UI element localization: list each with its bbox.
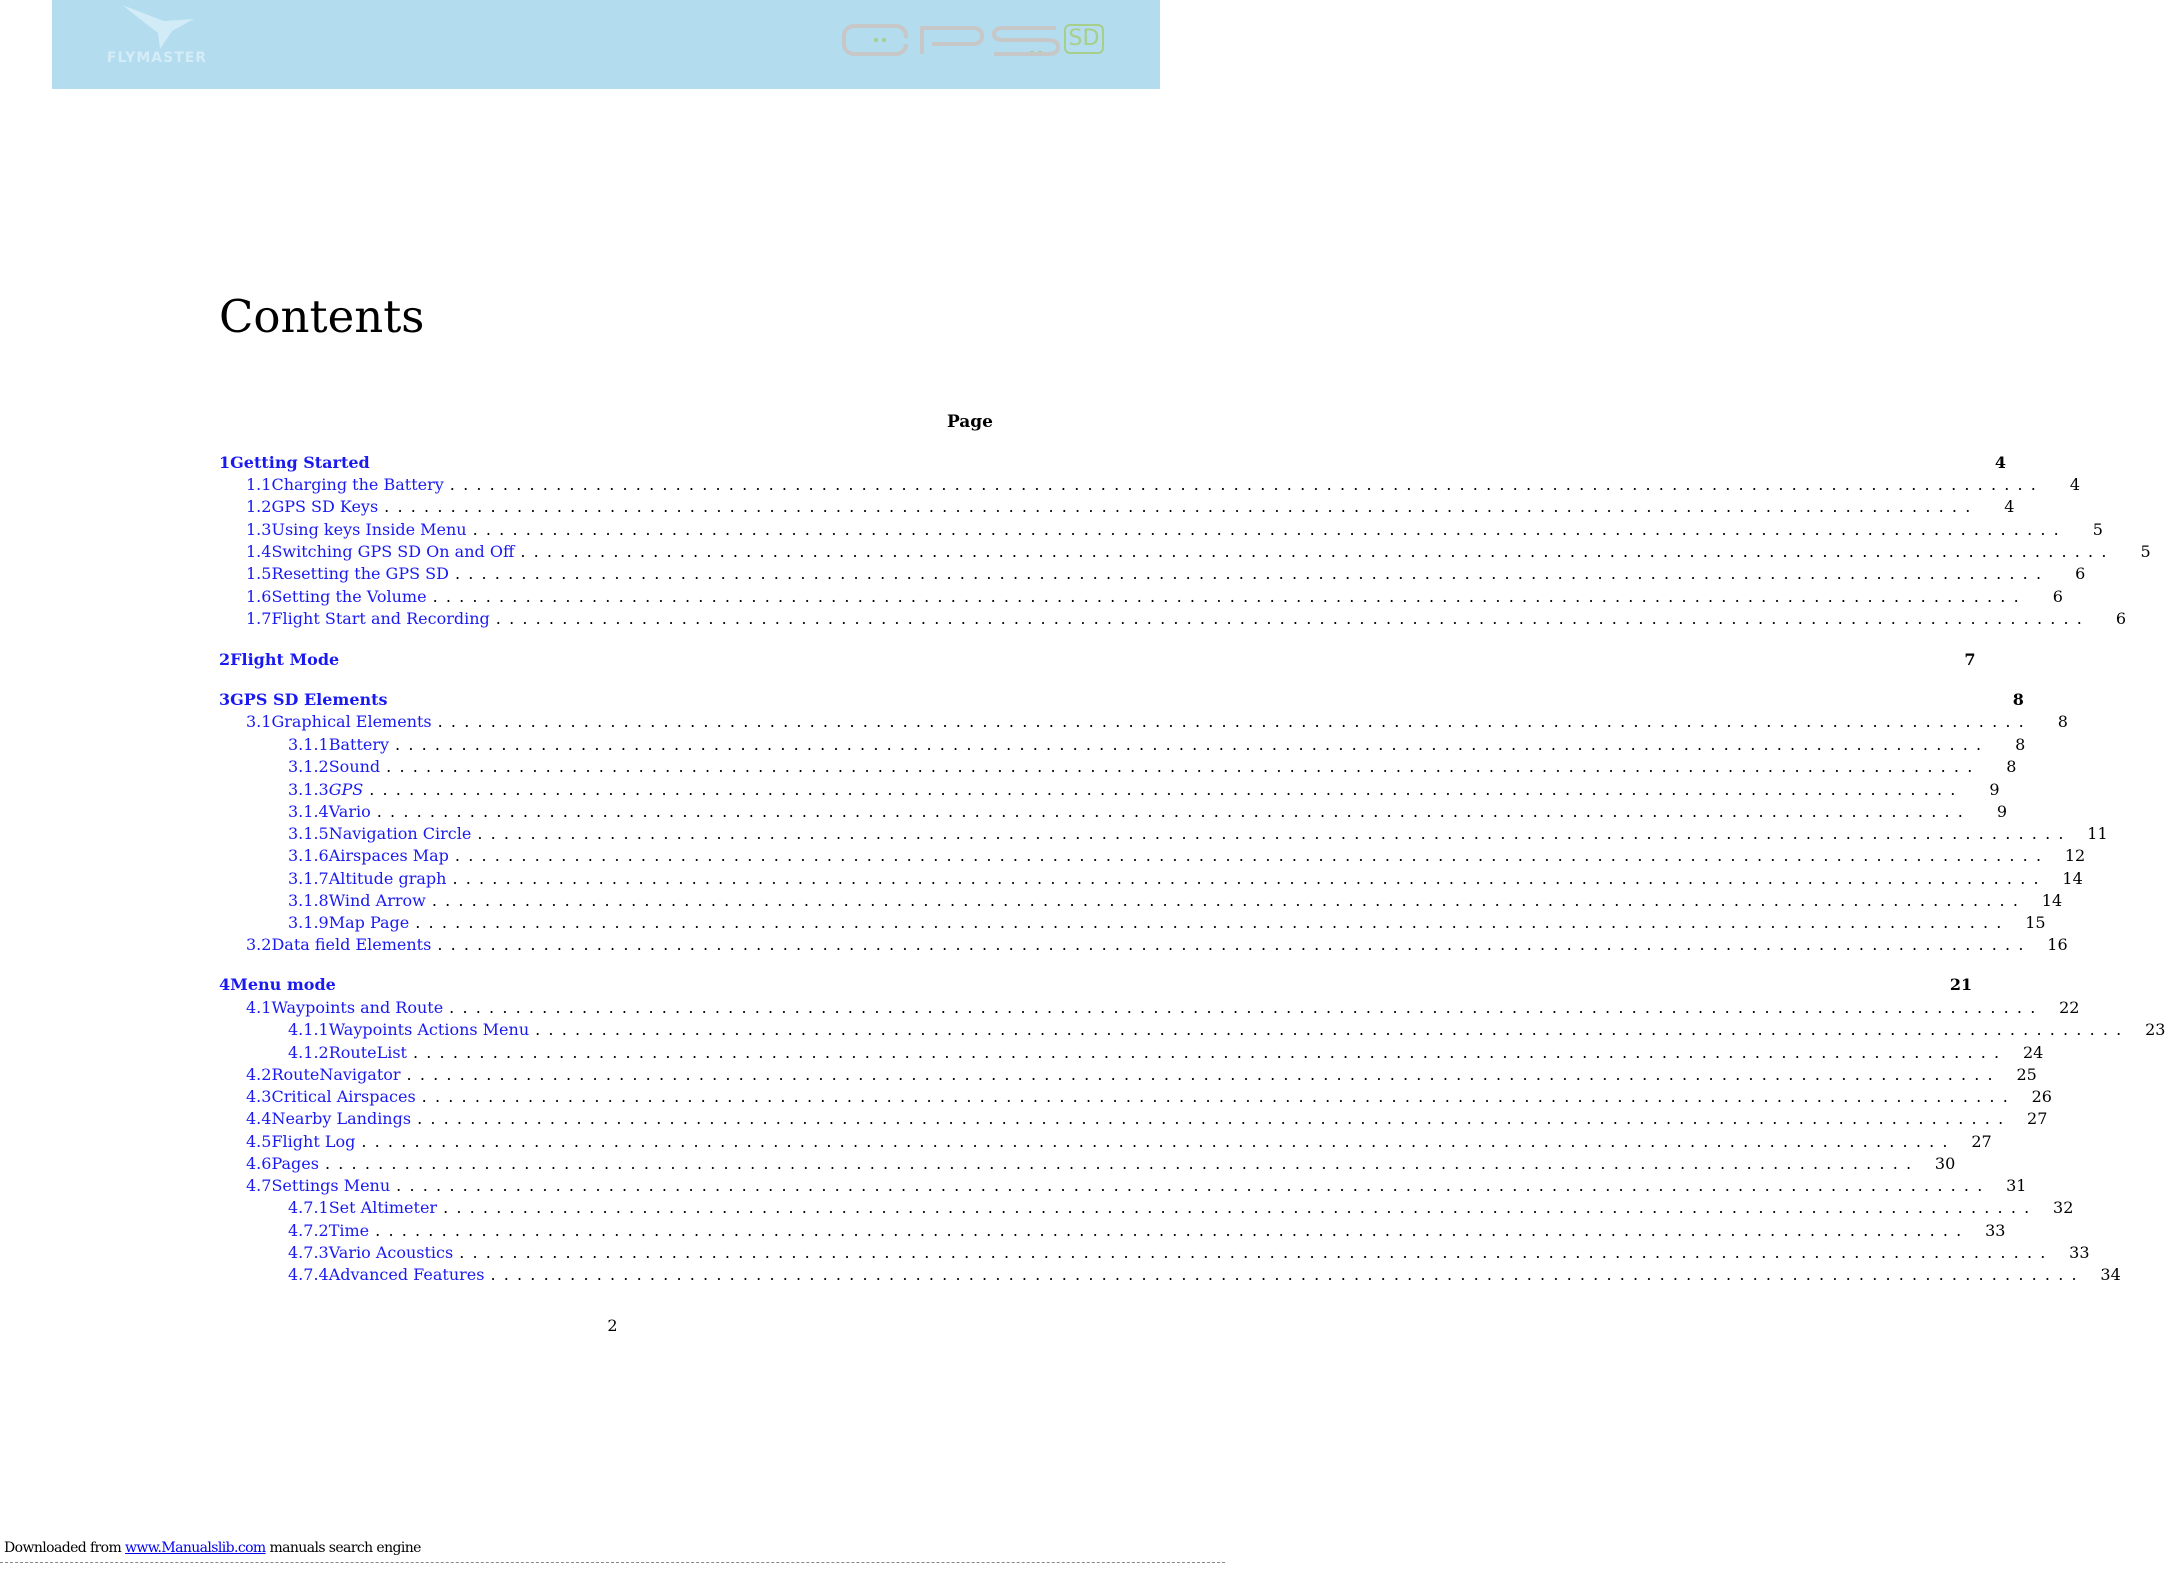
toc-entry-title: Set Altimeter [328, 1198, 438, 1217]
toc-entry-number: 4.4 [246, 1109, 272, 1128]
toc-entry[interactable] [219, 587, 2063, 609]
toc-entry[interactable] [219, 846, 2086, 868]
toc-dot-leader: ........................................................................................................................ [437, 935, 2032, 954]
toc-entry-number: 3.1.8 [288, 891, 329, 910]
toc-entry-number: 1 [219, 453, 231, 472]
footer-suffix: manuals search engine [269, 1540, 421, 1556]
toc-entry-number: 4.7.3 [288, 1243, 329, 1262]
toc-entry[interactable] [219, 757, 2017, 779]
flymaster-logo-text: FLYMASTER [106, 50, 208, 66]
toc-dot-leader: ........................................................................................................................ [361, 1132, 1956, 1151]
toc-dot-leader: ........................................................................................................................ [495, 609, 2091, 628]
toc-entry[interactable] [219, 824, 2108, 846]
page-title: Contents [219, 290, 425, 343]
toc-entry-title: Menu mode [230, 975, 336, 994]
toc-entry-page: 6 [2115, 609, 2127, 628]
page-column-label: Page [946, 412, 993, 432]
toc-entry-number: 4.1 [246, 998, 272, 1017]
toc-entry-title: Time [328, 1221, 370, 1240]
toc-entry-title: Settings Menu [271, 1176, 391, 1195]
toc-entry-title: GPS [328, 780, 364, 799]
toc-entry[interactable] [219, 891, 2063, 913]
toc-entry-page: 27 [1971, 1132, 1992, 1151]
toc-dot-leader: ........................................................................................................................ [384, 497, 1979, 516]
toc-entry-number: 4.6 [246, 1154, 272, 1173]
toc-entry-page: 5 [2092, 520, 2103, 539]
toc-entry-number: 4.2 [246, 1065, 272, 1084]
toc-entry-number: 1.5 [246, 564, 272, 583]
toc-dot-leader: ........................................................................................................................ [369, 780, 1964, 799]
toc-entry-number: 4.7.4 [288, 1265, 329, 1284]
toc-entry-title: Getting Started [230, 453, 370, 472]
toc-entry-title: Flight Log [271, 1132, 356, 1151]
toc-dot-leader: ........................................................................................................................ [396, 1176, 1991, 1195]
toc-entry-title: Navigation Circle [328, 824, 472, 843]
toc-dot-leader: ........................................................................................................................ [454, 846, 2050, 865]
toc-chapter-entry[interactable] [219, 690, 2024, 712]
gps-sd-logo [842, 22, 1112, 60]
toc-entry-number: 3.1 [246, 712, 272, 731]
toc-entry-title: Waypoints and Route [271, 998, 444, 1017]
toc-entry-title: Vario Acoustics [328, 1243, 454, 1262]
toc-entry-page: 16 [2047, 935, 2068, 954]
toc-dot-leader: ........................................................................................................................ [437, 712, 2032, 731]
toc-chapter-entry[interactable] [219, 650, 1976, 672]
toc-entry-number: 3.1.9 [288, 913, 329, 932]
toc-entry-page: 25 [2016, 1065, 2037, 1084]
toc-entry-number: 4.7.2 [288, 1221, 329, 1240]
toc-entry-number: 3.1.7 [288, 869, 329, 888]
toc-entry-title: GPS SD Keys [271, 497, 379, 516]
toc-dot-leader: ........................................................................................................................ [472, 520, 2067, 539]
toc-entry-page: 8 [2015, 735, 2026, 754]
toc-entry-page: 14 [2041, 891, 2063, 910]
toc-entry[interactable] [219, 1154, 1956, 1176]
toc-entry[interactable] [219, 735, 2026, 757]
page-number: 2 [607, 1316, 618, 1335]
wing-icon [120, 3, 196, 49]
toc-entry-title: Graphical Elements [271, 712, 432, 731]
toc-dot-leader: ........................................................................................................................ [454, 564, 2050, 583]
toc-entry[interactable] [219, 1043, 2044, 1065]
toc-entry[interactable] [219, 1176, 2027, 1198]
toc-dot-leader: ........................................................................................................................ [417, 1109, 2012, 1128]
toc-entry-number: 3 [219, 690, 231, 709]
toc-entry-page: 8 [2057, 712, 2068, 731]
toc-entry-page: 30 [1934, 1154, 1956, 1173]
toc-dot-leader: ........................................................................................................................ [459, 1243, 2054, 1262]
toc-entry-title: Sound [328, 757, 381, 776]
toc-entry-page: 4 [2004, 497, 2015, 516]
footer-prefix: Downloaded from [4, 1540, 122, 1556]
toc-entry-page: 34 [2100, 1265, 2121, 1284]
toc-entry-number: 2 [219, 650, 231, 669]
toc-entry-page: 21 [1949, 975, 1973, 994]
toc-entry-page: 6 [2052, 587, 2063, 606]
toc-entry[interactable] [219, 520, 2103, 542]
toc-entry-page: 26 [2031, 1087, 2052, 1106]
toc-dot-leader: ........................................................................................................................ [324, 1154, 1920, 1173]
toc-entry-title: Data field Elements [271, 935, 432, 954]
toc-entry-title: Flight Mode [230, 650, 340, 669]
toc-entry[interactable] [219, 913, 2046, 935]
toc-entry-title: RouteList [328, 1043, 407, 1062]
toc-entry[interactable] [219, 1198, 2074, 1220]
toc-entry-page: 4 [2069, 475, 2081, 494]
toc-entry-title: RouteNavigator [271, 1065, 401, 1084]
toc-entry-page: 27 [2027, 1109, 2048, 1128]
toc-entry-title: Switching GPS SD On and Off [271, 542, 515, 561]
toc-entry-title: Using keys Inside Menu [271, 520, 467, 539]
toc-entry-title: Waypoints Actions Menu [328, 1020, 530, 1039]
toc-entry[interactable] [219, 564, 2086, 586]
toc-entry-number: 4.7.1 [288, 1198, 329, 1217]
toc-entry-number: 4.1.2 [288, 1043, 329, 1062]
toc-entry-title: Map Page [328, 913, 410, 932]
toc-entry[interactable] [219, 1065, 2037, 1087]
toc-entry[interactable] [219, 1109, 2048, 1131]
toc-dot-leader: ........................................................................................................................ [386, 757, 1981, 776]
toc-entry-page: 22 [2059, 998, 2080, 1017]
toc-entry-number: 1.2 [246, 497, 272, 516]
toc-entry-number: 1.3 [246, 520, 272, 539]
toc-entry[interactable] [219, 1243, 2090, 1265]
toc-entry-page: 4 [1994, 453, 2007, 472]
toc-entry[interactable] [219, 609, 2127, 631]
toc-entry-number: 1.1 [246, 475, 272, 494]
toc-entry[interactable] [219, 475, 2081, 497]
toc-entry-page: 33 [1985, 1221, 2006, 1240]
toc-entry-title: GPS SD Elements [230, 690, 388, 709]
flymaster-logo [102, 3, 212, 68]
toc-entry-number: 3.2 [246, 935, 272, 954]
toc-entry-page: 7 [1964, 650, 1976, 669]
toc-dot-leader: ........................................................................................................................ [421, 1087, 2016, 1106]
toc-entry[interactable] [219, 998, 2080, 1020]
toc-entry[interactable] [219, 542, 2151, 564]
toc-entry-page: 32 [2053, 1198, 2074, 1217]
toc-entry-page: 8 [2012, 690, 2024, 709]
toc-entry-number: 4.3 [246, 1087, 272, 1106]
toc-dot-leader: ........................................................................................................................ [375, 1221, 1970, 1240]
toc-entry[interactable] [219, 1020, 2165, 1042]
footer [4, 1540, 421, 1556]
toc-entry-page: 11 [2087, 824, 2108, 843]
toc-dot-leader: ........................................................................................................................ [395, 735, 1990, 754]
toc-entry[interactable] [219, 1132, 1992, 1154]
toc-entry[interactable] [219, 1087, 2052, 1109]
toc-entry[interactable] [219, 869, 2083, 891]
toc-entry-title: Airspaces Map [328, 846, 449, 865]
toc-entry[interactable] [219, 712, 2068, 734]
toc-entry[interactable] [219, 1265, 2121, 1287]
toc-dot-leader: ........................................................................................................................ [412, 1043, 2008, 1062]
gps-letters-icon [842, 22, 1062, 60]
toc-entry-page: 31 [2006, 1176, 2027, 1195]
toc-entry-page: 8 [2006, 757, 2017, 776]
toc-entry[interactable] [219, 497, 2015, 519]
toc-entry-number: 1.7 [246, 609, 272, 628]
toc-chapter-entry[interactable] [219, 975, 1973, 997]
toc-dot-leader: ........................................................................................................................ [443, 1198, 2038, 1217]
toc-dot-leader: ........................................................................................................................ [432, 587, 2027, 606]
toc-dot-leader: ........................................................................................................................ [406, 1065, 2001, 1084]
toc-entry-page: 33 [2069, 1243, 2090, 1262]
toc-entry-page: 15 [2025, 913, 2046, 932]
manualslib-link[interactable]: www.Manualslib.com [125, 1540, 266, 1556]
header-banner [52, 0, 1160, 89]
toc-dot-leader: ........................................................................................................................ [520, 542, 2115, 561]
toc-entry[interactable] [219, 780, 2000, 802]
toc-dot-leader: ........................................................................................................................ [449, 475, 2045, 494]
toc-dot-leader: ........................................................................................................................ [449, 998, 2044, 1017]
footer-divider [0, 1562, 1225, 1563]
toc-entry-number: 3.1.1 [288, 735, 329, 754]
toc-entry-number: 1.4 [246, 542, 272, 561]
toc-entry-page: 9 [1989, 780, 2000, 799]
toc-entry-title: Charging the Battery [271, 475, 444, 494]
toc-entry-title: Flight Start and Recording [271, 609, 490, 628]
toc-chapter-entry[interactable] [219, 453, 2007, 475]
toc-entry-number: 3.1.3 [288, 780, 329, 799]
toc-entry-title: Vario [328, 802, 371, 821]
toc-entry-number: 3.1.4 [288, 802, 329, 821]
toc-entry-title: Altitude graph [328, 869, 447, 888]
toc-entry-title: Pages [271, 1154, 319, 1173]
toc-entry-number: 3.1.5 [288, 824, 329, 843]
toc-entry-page: 9 [1996, 802, 2008, 821]
toc-entry-number: 4 [219, 975, 231, 994]
toc-entry-number: 3.1.6 [288, 846, 329, 865]
toc-entry-title: Resetting the GPS SD [271, 564, 449, 583]
toc-entry-page: 6 [2075, 564, 2086, 583]
toc-entry-title: Wind Arrow [328, 891, 426, 910]
toc-entry[interactable] [219, 1221, 2006, 1243]
toc-entry-number: 3.1.2 [288, 757, 329, 776]
toc-entry-title: Setting the Volume [271, 587, 427, 606]
toc-entry-page: 23 [2145, 1020, 2165, 1039]
toc-entry-page: 14 [2062, 869, 2083, 888]
toc-dot-leader: ........................................................................................................................ [415, 913, 2010, 932]
toc-entry-number: 4.1.1 [288, 1020, 329, 1039]
toc-dot-leader: ........................................................................................................................ [490, 1265, 2085, 1284]
toc-dot-leader: ........................................................................................................................ [452, 869, 2047, 888]
toc-entry[interactable] [219, 802, 2008, 824]
toc-entry-number: 4.5 [246, 1132, 272, 1151]
toc-entry-page: 12 [2064, 846, 2086, 865]
toc-entry-page: 5 [2140, 542, 2151, 561]
toc-entry-title: Advanced Features [328, 1265, 485, 1284]
toc-dot-leader: ........................................................................................................................ [535, 1020, 2130, 1039]
toc-entry[interactable] [219, 935, 2068, 957]
sd-badge: SD [1064, 24, 1104, 54]
toc-dot-leader: ........................................................................................................................ [477, 824, 2072, 843]
toc-entry-page: 24 [2022, 1043, 2044, 1062]
toc-entry-title: Battery [328, 735, 390, 754]
toc-entry-number: 4.7 [246, 1176, 272, 1195]
toc-entry-number: 1.6 [246, 587, 272, 606]
toc-dot-leader: ........................................................................................................................ [376, 802, 1972, 821]
toc-entry-title: Critical Airspaces [271, 1087, 416, 1106]
toc-entry-title: Nearby Landings [271, 1109, 412, 1128]
toc-dot-leader: ........................................................................................................................ [431, 891, 2027, 910]
